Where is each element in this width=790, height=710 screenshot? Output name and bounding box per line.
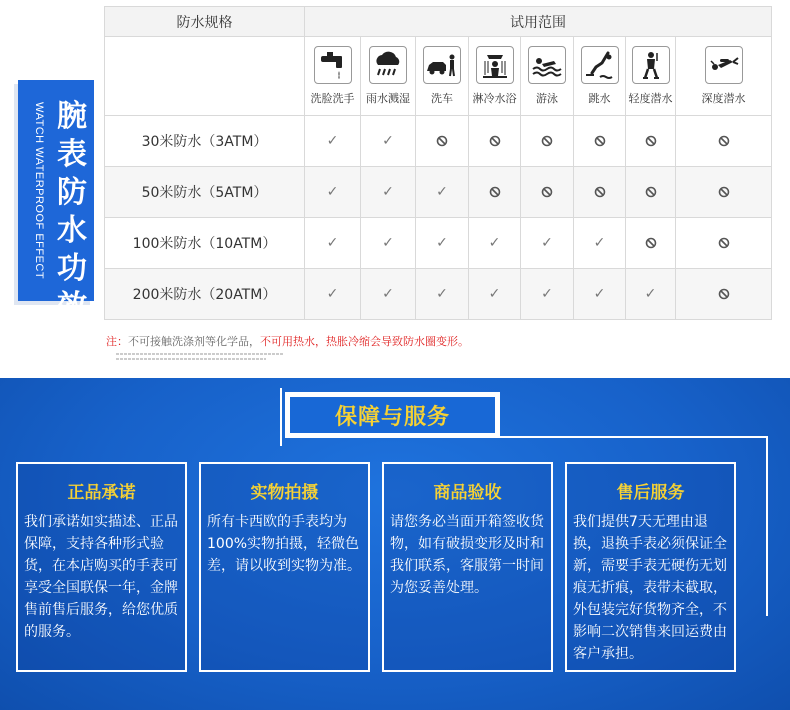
- table-row: [105, 116, 772, 167]
- activity-col-7: [676, 37, 772, 116]
- check-icon: ✓: [436, 235, 448, 251]
- activity-label: 洗脸洗手: [310, 92, 355, 105]
- suitable-cell: [521, 269, 574, 320]
- not-suitable-cell: [676, 167, 772, 218]
- note-prefix: 注：: [106, 335, 128, 348]
- card-body: 我们承诺如实描述、正品保障，支持各种形式验货，在本店购买的手表可享受全国联保一年，金牌售前售后服务，给您优质的服务。: [24, 514, 178, 640]
- service-title-box: [285, 392, 500, 438]
- not-suitable-cell: [626, 218, 676, 269]
- table-row: [105, 269, 772, 320]
- activity-label: 淋冷水浴: [472, 92, 517, 105]
- check-icon: ✓: [644, 286, 657, 302]
- activity-label: 跳水: [588, 92, 611, 105]
- suitable-cell: [305, 218, 361, 269]
- not-suitable-cell: [521, 167, 574, 218]
- card-title: 正品承诺: [67, 483, 136, 503]
- check-icon: ✓: [326, 235, 339, 251]
- activity-col-6: [626, 37, 676, 116]
- note-part1: 不可接触洗涤剂等化学品，: [128, 335, 260, 348]
- activity-label: 洗车: [431, 92, 453, 105]
- suitable-cell: [305, 269, 361, 320]
- scuba-icon: [705, 46, 743, 84]
- spec-cell: 100米防水（10ATM）: [105, 218, 305, 269]
- prohibited-icon: [645, 237, 657, 249]
- card-body: 我们提供7天无理由退换，退换手表必须保证全新，需要手表无硬伤无划痕无折痕，表带未截取，外包装完好货物齐全，不影响二次销售来回运费由客户承担。: [573, 514, 727, 662]
- not-suitable-cell: [521, 116, 574, 167]
- suitable-cell: [416, 167, 469, 218]
- suitable-cell: [305, 167, 361, 218]
- table-row: [105, 218, 772, 269]
- suitable-cell: [574, 269, 626, 320]
- waterproof-side-banner: [18, 80, 94, 324]
- not-suitable-cell: [469, 167, 521, 218]
- swimmer-icon: [528, 46, 566, 84]
- card-title: 售后服务: [616, 483, 685, 503]
- shower-icon: [476, 46, 514, 84]
- spec-cell: 50米防水（5ATM）: [105, 167, 305, 218]
- prohibited-icon: [594, 135, 606, 147]
- service-card-genuine: [16, 462, 187, 672]
- header-scope: 试用范围: [305, 7, 772, 37]
- not-suitable-cell: [626, 116, 676, 167]
- prohibited-icon: [718, 288, 730, 300]
- suitable-cell: [361, 269, 416, 320]
- check-icon: ✓: [382, 184, 394, 200]
- header-empty-cell: [105, 37, 305, 116]
- activity-col-4: [521, 37, 574, 116]
- activity-label: 雨水溅湿: [366, 92, 410, 105]
- activity-col-5: [574, 37, 626, 116]
- not-suitable-cell: [574, 167, 626, 218]
- check-icon: ✓: [382, 133, 394, 149]
- card-title: 实物拍摄: [250, 483, 319, 503]
- diver-jump-icon: [581, 46, 619, 84]
- check-icon: ✓: [541, 235, 553, 251]
- check-icon: ✓: [488, 235, 501, 251]
- check-icon: ✓: [593, 235, 606, 251]
- note-part2: 不可用热水，热胀冷缩会导致防水圈变形。: [260, 335, 469, 348]
- suitable-cell: [361, 116, 416, 167]
- activity-col-0: [305, 37, 361, 116]
- suitable-cell: [416, 218, 469, 269]
- not-suitable-cell: [676, 269, 772, 320]
- service-card-real-photo: [199, 462, 370, 672]
- prohibited-icon: [489, 135, 501, 147]
- check-icon: ✓: [541, 286, 553, 302]
- prohibited-icon: [489, 186, 501, 198]
- prohibited-icon: [436, 135, 448, 147]
- check-icon: ✓: [382, 286, 394, 302]
- suitable-cell: [469, 218, 521, 269]
- service-card-inspection: [382, 462, 553, 672]
- service-title: 保障与服务: [288, 395, 497, 435]
- suitable-cell: [626, 269, 676, 320]
- not-suitable-cell: [416, 116, 469, 167]
- header-spec: 防水规格: [105, 7, 305, 37]
- card-body: 所有卡西欧的手表均为100%实物拍摄，轻微色差，请以收到实物为准。: [207, 514, 361, 574]
- rain-cloud-icon: [369, 46, 407, 84]
- care-note: [106, 333, 469, 349]
- table-row: [105, 167, 772, 218]
- frame-line-left-top: [280, 388, 282, 446]
- check-icon: ✓: [326, 184, 339, 200]
- suitable-cell: [574, 218, 626, 269]
- spec-cell: 30米防水（3ATM）: [105, 116, 305, 167]
- card-title: 商品验收: [433, 483, 502, 503]
- card-body: 请您务必当面开箱签收货物，如有破损变形及时和我们联系，客服第一时间为您妥善处理。: [390, 514, 544, 596]
- prohibited-icon: [718, 237, 730, 249]
- check-icon: ✓: [326, 133, 339, 149]
- not-suitable-cell: [676, 116, 772, 167]
- banner-chinese-title: 腕表防水功效: [57, 99, 87, 324]
- not-suitable-cell: [469, 116, 521, 167]
- not-suitable-cell: [676, 218, 772, 269]
- decorative-fine-print: [116, 352, 286, 362]
- not-suitable-cell: [574, 116, 626, 167]
- car-wash-icon: [423, 46, 461, 84]
- check-icon: ✓: [436, 286, 448, 302]
- suitable-cell: [416, 269, 469, 320]
- check-icon: ✓: [326, 286, 339, 302]
- snorkel-icon: [632, 46, 670, 84]
- suitable-cell: [521, 218, 574, 269]
- frame-line-top: [500, 436, 768, 438]
- faucet-icon: [314, 46, 352, 84]
- spec-cell: 200米防水（20ATM）: [105, 269, 305, 320]
- suitable-cell: [469, 269, 521, 320]
- activity-col-3: [469, 37, 521, 116]
- prohibited-icon: [718, 186, 730, 198]
- prohibited-icon: [541, 186, 553, 198]
- prohibited-icon: [645, 186, 657, 198]
- check-icon: ✓: [382, 235, 394, 251]
- activity-label: 深度潜水: [701, 92, 746, 105]
- suitable-cell: [361, 218, 416, 269]
- activity-col-2: [416, 37, 469, 116]
- not-suitable-cell: [626, 167, 676, 218]
- waterproof-table-body: [105, 116, 772, 320]
- activity-label: 游泳: [536, 92, 558, 105]
- activity-label: 轻度潜水: [628, 92, 673, 105]
- check-icon: ✓: [488, 286, 501, 302]
- prohibited-icon: [594, 186, 606, 198]
- prohibited-icon: [541, 135, 553, 147]
- service-card-after-sales: [565, 462, 736, 672]
- service-section: [0, 378, 790, 710]
- check-icon: ✓: [593, 286, 606, 302]
- prohibited-icon: [645, 135, 657, 147]
- waterproof-table: [104, 6, 772, 320]
- suitable-cell: [361, 167, 416, 218]
- service-cards: [16, 462, 776, 672]
- activity-col-1: [361, 37, 416, 116]
- check-icon: ✓: [436, 184, 448, 200]
- suitable-cell: [305, 116, 361, 167]
- banner-english-title: WATCH WATERPROOF EFFECT: [33, 101, 45, 280]
- prohibited-icon: [718, 135, 730, 147]
